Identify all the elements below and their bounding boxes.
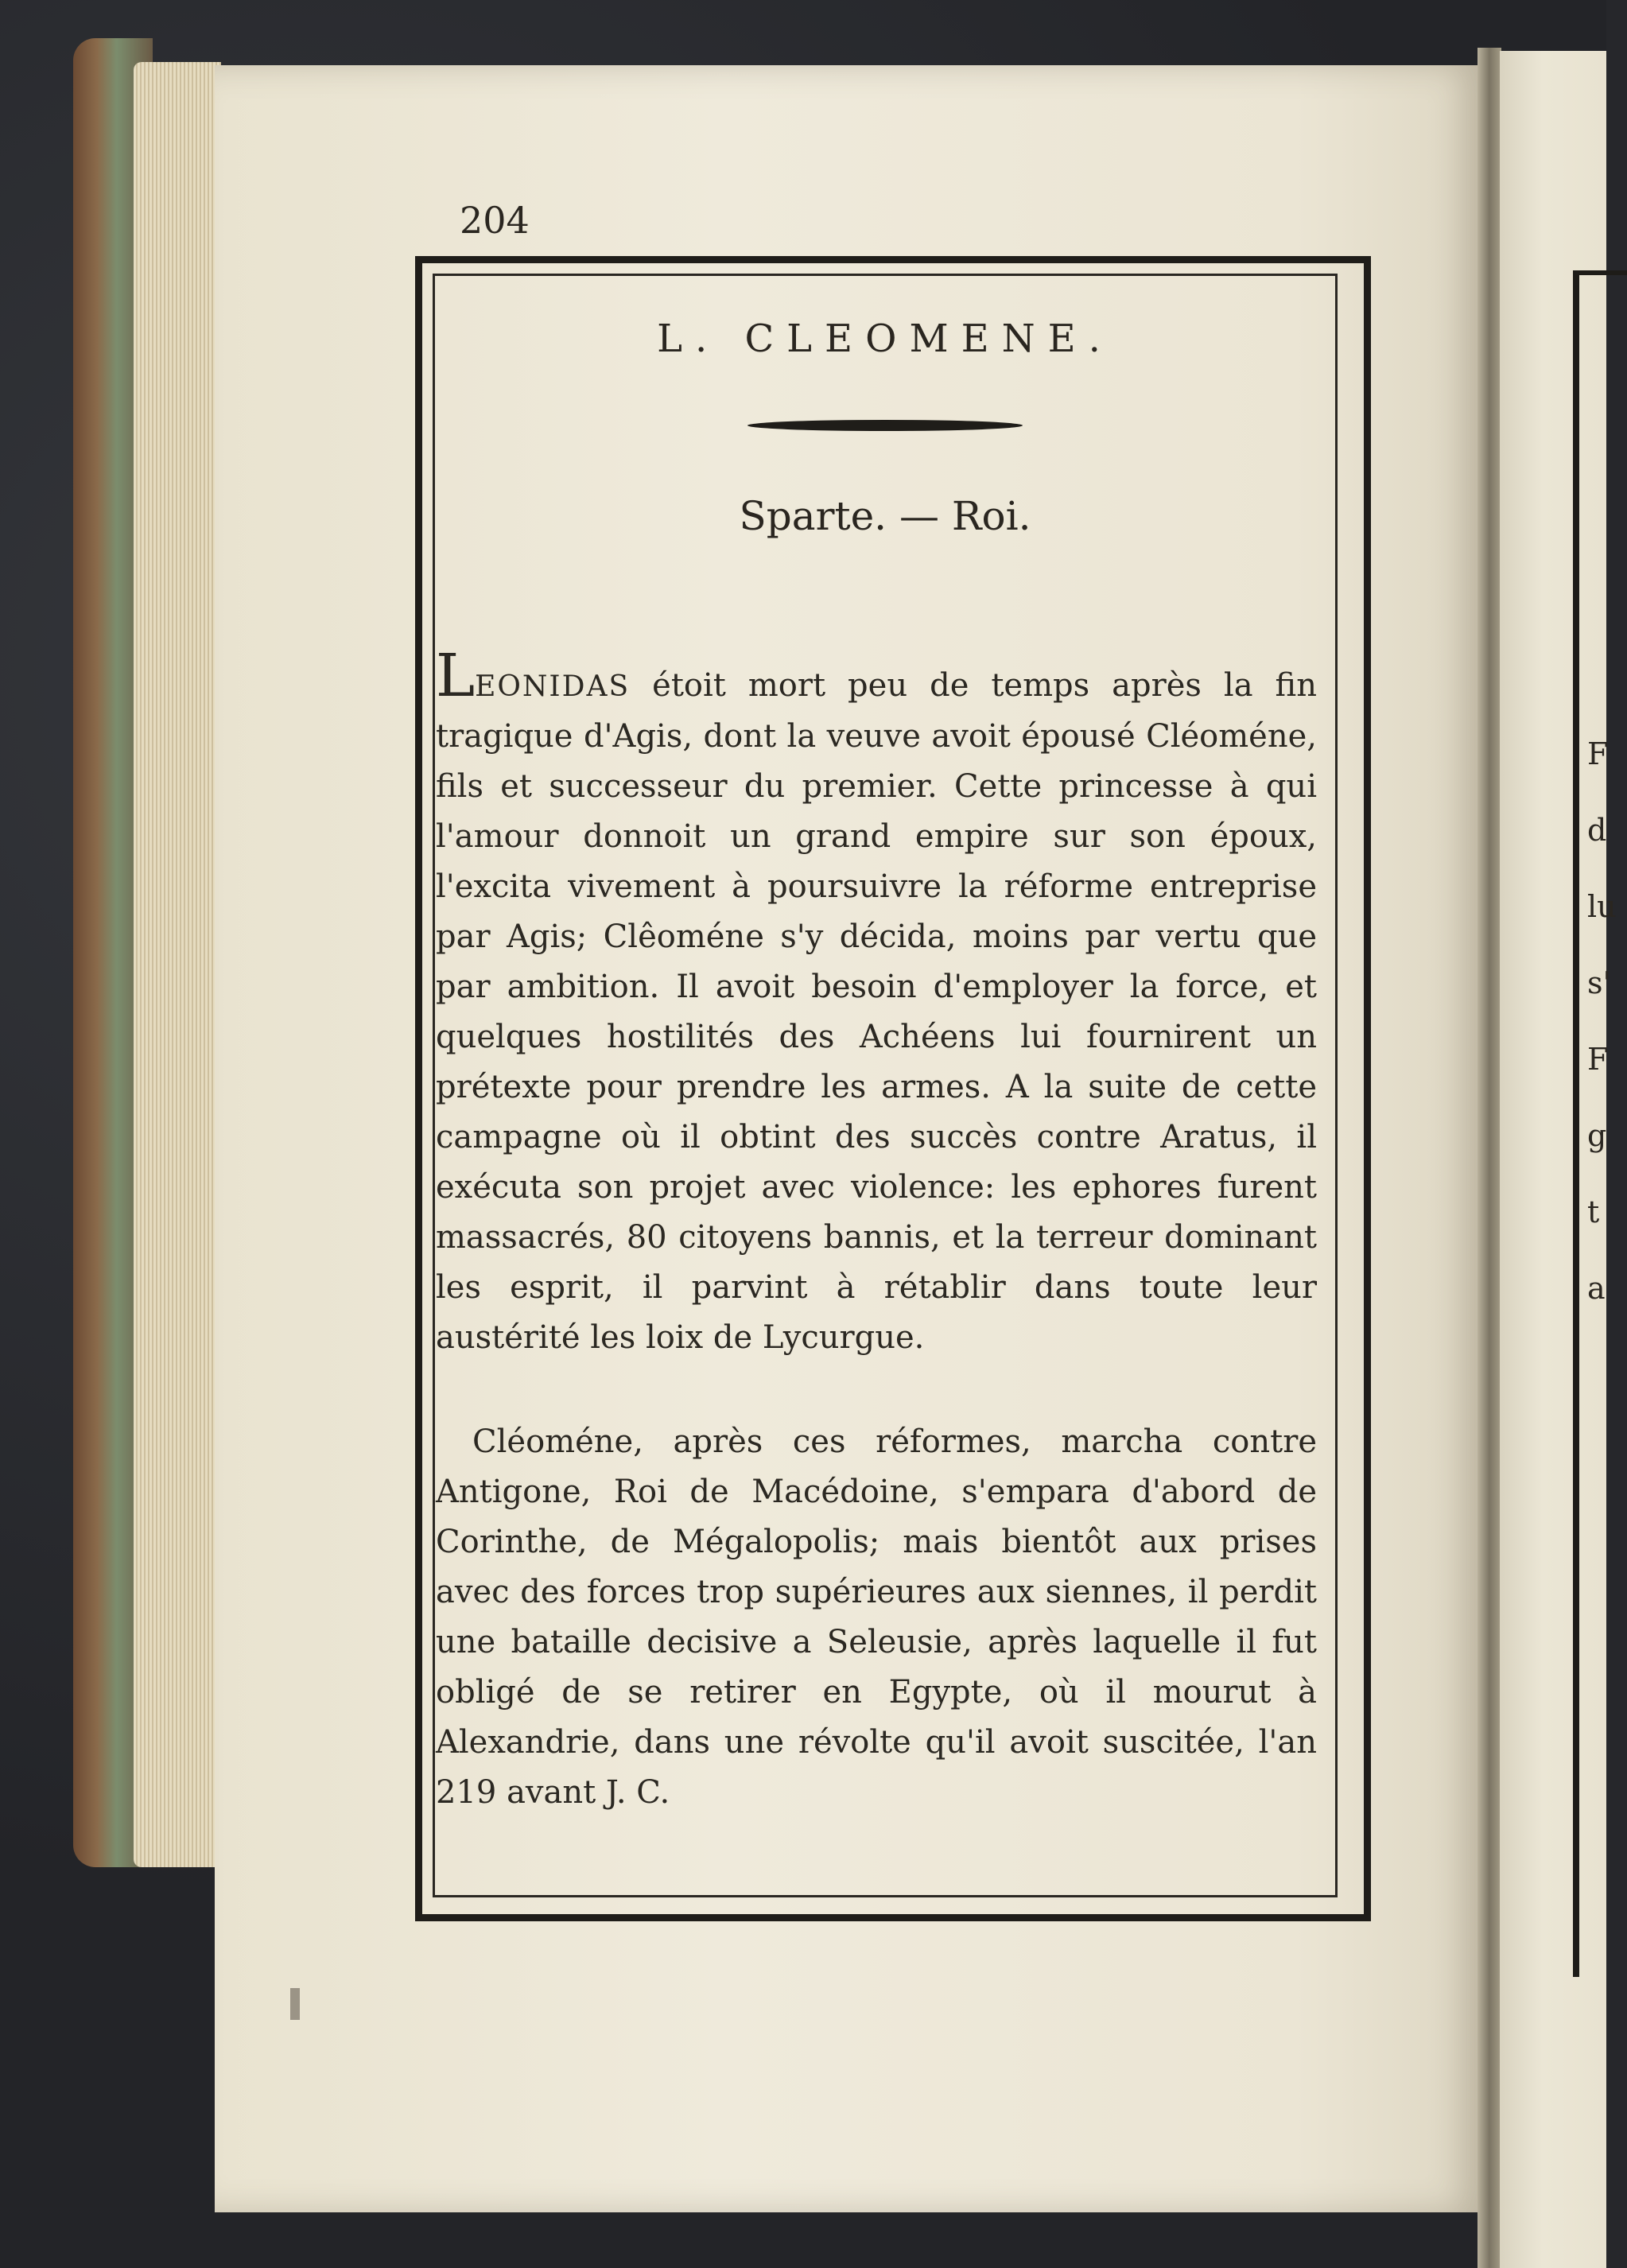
drop-cap: L xyxy=(436,642,476,710)
page-stain xyxy=(290,1988,300,2020)
ornamental-rule xyxy=(747,420,1023,431)
chapter-subtitle: Sparte. — Roi. xyxy=(739,493,1031,539)
next-letter: F xyxy=(1587,736,1609,771)
page-edge-stack xyxy=(134,62,221,1867)
small-caps-name: EONIDAS xyxy=(475,670,631,703)
next-letter: s' xyxy=(1587,965,1611,1000)
paragraph-1-text: étoit mort peu de temps après la fin tragique d'Agis, dont la veuve avoit épousé Cléoméne, fils et successeur du premier. Cette princesse à qui l'amour donnoit un grand empire sur son époux, l'excita vivement à poursuivre la réforme entreprise par Agis; Clêoméne s'y décida, moins par vertu que par ambition. Il avoit besoin d'employer la force, et quelques hostilités des Achéens lui fournirent un prétexte pour prendre les armes. A la suite de cette campagne où il obtint des succès contre Aratus, il exécuta son projet avec violence: les ephores furent massacrés, 80 citoyens bannis, et la terreur dominant les esprit, il parvint à rétablir dans toute leur austérité les loix de Lycurgue. xyxy=(436,667,1317,1356)
chapter-title: L. CLEOMENE. xyxy=(657,317,1113,361)
paragraph-1 xyxy=(436,642,1317,1363)
book-gutter xyxy=(1478,48,1501,2268)
next-letter: d xyxy=(1587,813,1607,848)
next-letter: t xyxy=(1587,1194,1600,1229)
next-page-letters xyxy=(1587,716,1617,1326)
next-letter: lu xyxy=(1587,889,1617,924)
page-number: 204 xyxy=(460,199,530,242)
next-letter: a xyxy=(1587,1271,1606,1306)
next-letter: F xyxy=(1587,1042,1609,1077)
paragraph-2: Cléoméne, après ces réformes, marcha contre Antigone, Roi de Macédoine, s'empara d'abord de Corinthe, de Mégalopolis; mais bientôt aux prises avec des forces trop supérieures aux siennes, il perdit une bataille decisive a Seleusie, après laquelle il fut obligé de se retirer en Egypte, où il mourut à Alexandrie, dans une révolte qu'il avoit suscitée, l'an 219 avant J. C. xyxy=(436,1423,1317,1811)
next-letter: g xyxy=(1587,1118,1607,1153)
